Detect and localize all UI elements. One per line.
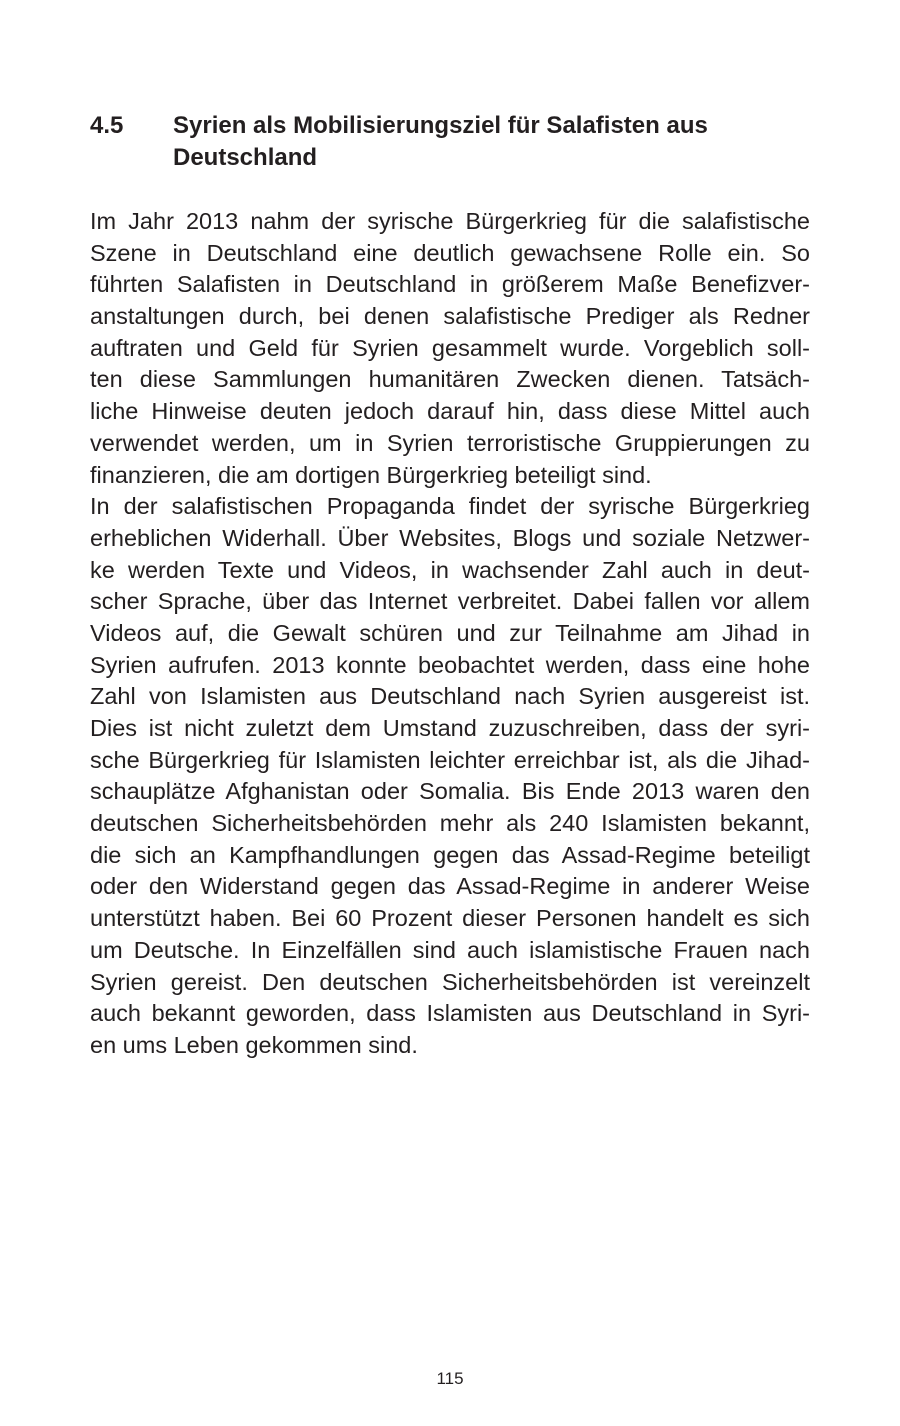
text-line: sche Bürgerkrieg für Islamisten leichter erreichbar ist, als die Jihad- (90, 746, 810, 773)
text-line: en ums Leben gekommen sind. (90, 1031, 418, 1058)
text-line: Dies ist nicht zuletzt dem Umstand zuzuschreiben, dass der syri- (90, 715, 810, 741)
paragraph-2 (90, 491, 810, 1061)
text-line: deutschen Sicherheitsbehörden mehr als 240 Islamisten bekannt, (90, 810, 810, 837)
body-text (90, 206, 810, 1062)
section-title (173, 110, 810, 173)
section-title-line: Syrien als Mobilisierungsziel für Salafisten aus (173, 112, 708, 139)
section-number: 4.5 (90, 112, 124, 139)
text-line: Syrien gereist. Den deutschen Sicherheitsbehörden ist vereinzelt (90, 968, 810, 995)
text-line: Im Jahr 2013 nahm der syrische Bürgerkrieg für die salafistische (90, 208, 810, 234)
text-line: ten diese Sammlungen humanitären Zwecken dienen. Tatsäch- (90, 366, 810, 393)
text-line: Szene in Deutschland eine deutlich gewachsene Rolle ein. So (90, 239, 810, 266)
text-line: Syrien aufrufen. 2013 konnte beobachtet werden, dass eine hohe (90, 651, 810, 678)
text-line: die sich an Kampfhandlungen gegen das Assad-Regime beteiligt (90, 841, 810, 868)
text-line: ke werden Texte und Videos, in wachsender Zahl auch in deut- (90, 556, 810, 583)
text-line: unterstützt haben. Bei 60 Prozent dieser Personen handelt es sich (90, 905, 810, 932)
section-title-line: Deutschland (173, 143, 318, 171)
text-line: um Deutsche. In Einzelfällen sind auch islamistische Frauen nach (90, 936, 810, 963)
text-line: führten Salafisten in Deutschland in größerem Maße Benefizver- (90, 271, 810, 298)
paragraph-1 (90, 206, 810, 491)
text-line: Zahl von Islamisten aus Deutschland nach Syrien ausgereist ist. (90, 683, 810, 710)
text-line: anstaltungen durch, bei denen salafistische Prediger als Redner (90, 303, 810, 330)
page-number: 115 (436, 1369, 464, 1388)
text-line: auftraten und Geld für Syrien gesammelt wurde. Vorgeblich soll- (90, 334, 810, 361)
text-line: In der salafistischen Propaganda findet der syrische Bürgerkrieg (90, 493, 810, 520)
text-line: erheblichen Widerhall. Über Websites, Blogs und soziale Netzwer- (90, 524, 810, 551)
section-heading (90, 110, 810, 173)
text-line: auch bekannt geworden, dass Islamisten aus Deutschland in Syri- (90, 1000, 810, 1027)
text-line: Videos auf, die Gewalt schüren und zur Teilnahme am Jihad in (90, 619, 810, 646)
text-line: liche Hinweise deuten jedoch darauf hin, dass diese Mittel auch (90, 398, 810, 425)
text-line: finanzieren, die am dortigen Bürgerkrieg beteiligt sind. (90, 461, 652, 488)
text-line: schauplätze Afghanistan oder Somalia. Bis Ende 2013 waren den (90, 778, 810, 805)
text-line: oder den Widerstand gegen das Assad-Regime in anderer Weise (90, 873, 810, 900)
text-line: scher Sprache, über das Internet verbreitet. Dabei fallen vor allem (90, 588, 810, 615)
text-line: verwendet werden, um in Syrien terroristische Gruppierungen zu (90, 429, 810, 456)
